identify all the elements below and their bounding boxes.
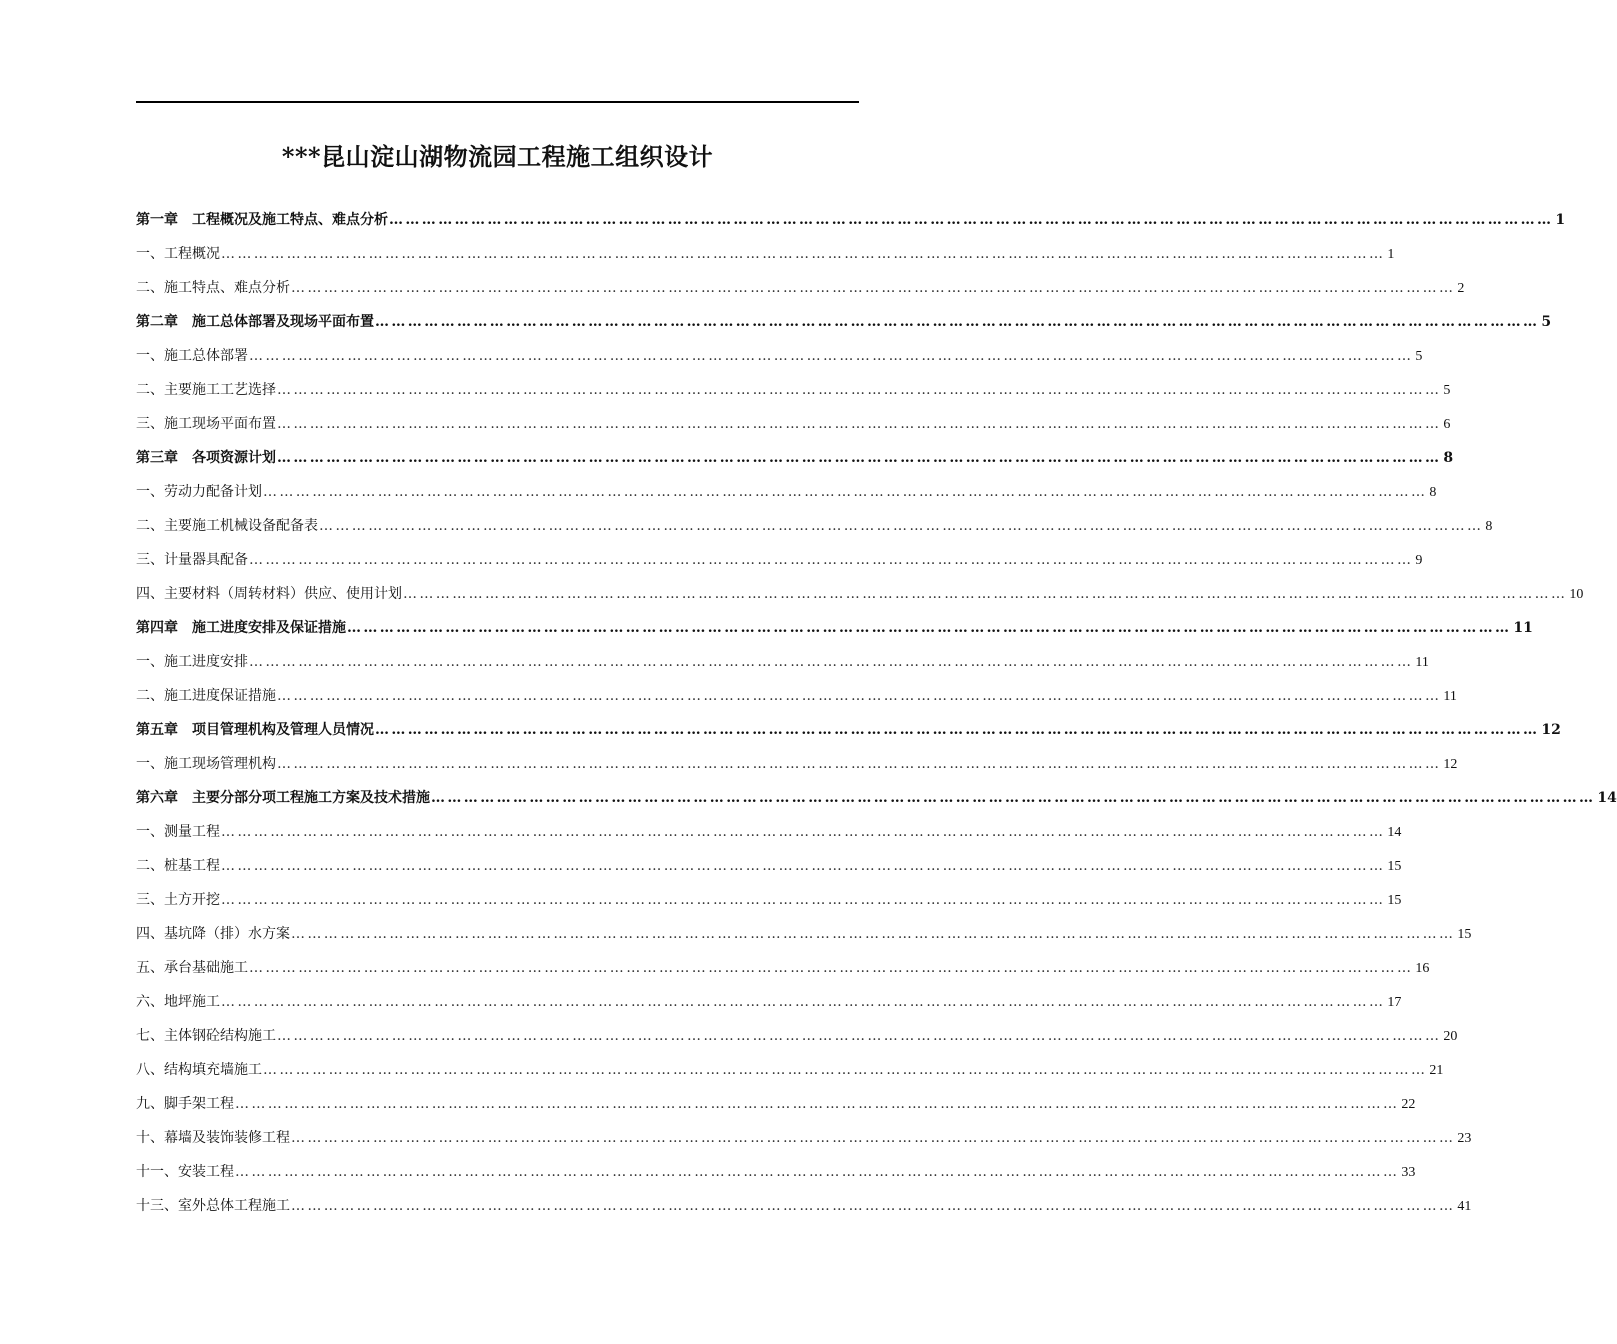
- toc-dot-leader: ……………………………………………………………………………………………………………………………………………………………………………………………: [263, 484, 1428, 500]
- toc-section-entry[interactable]: [136, 1019, 1458, 1053]
- toc-entry-title: 九、脚手架工程: [136, 1096, 234, 1112]
- toc-section-entry[interactable]: [136, 509, 1493, 543]
- toc-entry-title: 二、主要施工工艺选择: [136, 382, 276, 398]
- toc-page-number: 12: [1443, 757, 1458, 772]
- toc-section-entry[interactable]: [136, 271, 1465, 305]
- toc-page-number: 15: [1387, 893, 1402, 908]
- toc-chapter-entry[interactable]: [136, 713, 1561, 747]
- toc-entry-title: 七、主体钢砼结构施工: [136, 1028, 276, 1044]
- toc-page-number: 33: [1401, 1165, 1416, 1180]
- toc-dot-leader: ……………………………………………………………………………………………………………………………………………………………………………………………: [291, 280, 1456, 296]
- toc-section-entry[interactable]: [136, 237, 1395, 271]
- toc-page-number: 12: [1541, 722, 1561, 738]
- toc-entry-title: 第三章 各项资源计划: [136, 450, 276, 466]
- toc-page-number: 1: [1387, 247, 1395, 262]
- toc-dot-leader: ……………………………………………………………………………………………………………………………………………………………………………………………: [375, 314, 1540, 330]
- toc-page-number: 14: [1387, 825, 1402, 840]
- toc-page-number: 8: [1443, 450, 1454, 466]
- toc-page-number: 20: [1443, 1029, 1458, 1044]
- toc-dot-leader: ……………………………………………………………………………………………………………………………………………………………………………………………: [277, 688, 1442, 704]
- toc-section-entry[interactable]: [136, 917, 1472, 951]
- toc-entry-title: 第六章 主要分部分项工程施工方案及技术措施: [136, 790, 430, 806]
- toc-page-number: 5: [1415, 349, 1423, 364]
- toc-dot-leader: ……………………………………………………………………………………………………………………………………………………………………………………………: [319, 518, 1484, 534]
- toc-page-number: 9: [1415, 553, 1423, 568]
- toc-dot-leader: ……………………………………………………………………………………………………………………………………………………………………………………………: [277, 416, 1442, 432]
- toc-page-number: 14: [1597, 790, 1617, 806]
- toc-page-number: 11: [1513, 620, 1533, 636]
- toc-dot-leader: ……………………………………………………………………………………………………………………………………………………………………………………………: [249, 654, 1414, 670]
- toc-dot-leader: ……………………………………………………………………………………………………………………………………………………………………………………………: [277, 382, 1442, 398]
- toc-section-entry[interactable]: [136, 407, 1451, 441]
- toc-section-entry[interactable]: [136, 815, 1402, 849]
- toc-entry-title: 五、承台基础施工: [136, 960, 248, 976]
- toc-dot-leader: ……………………………………………………………………………………………………………………………………………………………………………………………: [249, 348, 1414, 364]
- toc-entry-title: 一、施工总体部署: [136, 348, 248, 364]
- toc-page-number: 21: [1429, 1063, 1444, 1078]
- toc-entry-title: 十一、安装工程: [136, 1164, 234, 1180]
- toc-entry-title: 六、地坪施工: [136, 994, 220, 1010]
- toc-dot-leader: ……………………………………………………………………………………………………………………………………………………………………………………………: [291, 926, 1456, 942]
- toc-entry-title: 第二章 施工总体部署及现场平面布置: [136, 314, 374, 330]
- toc-entry-title: 三、施工现场平面布置: [136, 416, 276, 432]
- toc-page-number: 1: [1555, 212, 1566, 228]
- table-of-contents: [136, 203, 1617, 1223]
- toc-page-number: 10: [1569, 587, 1584, 602]
- toc-dot-leader: ……………………………………………………………………………………………………………………………………………………………………………………………: [249, 960, 1414, 976]
- toc-section-entry[interactable]: [136, 747, 1458, 781]
- toc-page-number: 5: [1541, 314, 1552, 330]
- toc-dot-leader: ……………………………………………………………………………………………………………………………………………………………………………………………: [221, 892, 1386, 908]
- toc-page-number: 15: [1387, 859, 1402, 874]
- toc-dot-leader: ……………………………………………………………………………………………………………………………………………………………………………………………: [277, 1028, 1442, 1044]
- toc-dot-leader: ……………………………………………………………………………………………………………………………………………………………………………………………: [375, 722, 1540, 738]
- toc-dot-leader: ……………………………………………………………………………………………………………………………………………………………………………………………: [249, 552, 1414, 568]
- toc-section-entry[interactable]: [136, 1121, 1472, 1155]
- toc-section-entry[interactable]: [136, 883, 1402, 917]
- toc-page-number: 8: [1485, 519, 1493, 534]
- toc-section-entry[interactable]: [136, 645, 1429, 679]
- toc-page-number: 11: [1415, 655, 1429, 670]
- toc-section-entry[interactable]: [136, 951, 1430, 985]
- toc-page-number: 5: [1443, 383, 1451, 398]
- toc-dot-leader: ……………………………………………………………………………………………………………………………………………………………………………………………: [235, 1096, 1400, 1112]
- toc-page-number: 15: [1457, 927, 1472, 942]
- toc-entry-title: 一、施工现场管理机构: [136, 756, 276, 772]
- toc-section-entry[interactable]: [136, 373, 1451, 407]
- toc-section-entry[interactable]: [136, 475, 1437, 509]
- toc-dot-leader: ……………………………………………………………………………………………………………………………………………………………………………………………: [389, 212, 1554, 228]
- toc-section-entry[interactable]: [136, 543, 1423, 577]
- toc-dot-leader: ……………………………………………………………………………………………………………………………………………………………………………………………: [221, 994, 1386, 1010]
- toc-page-number: 41: [1457, 1199, 1472, 1214]
- toc-entry-title: 四、主要材料（周转材料）供应、使用计划: [136, 586, 402, 602]
- toc-dot-leader: ……………………………………………………………………………………………………………………………………………………………………………………………: [221, 246, 1386, 262]
- toc-chapter-entry[interactable]: [136, 441, 1454, 475]
- toc-section-entry[interactable]: [136, 339, 1423, 373]
- toc-entry-title: 第一章 工程概况及施工特点、难点分析: [136, 212, 388, 228]
- toc-entry-title: 三、计量器具配备: [136, 552, 248, 568]
- toc-section-entry[interactable]: [136, 985, 1402, 1019]
- toc-section-entry[interactable]: [136, 1087, 1416, 1121]
- toc-page-number: 22: [1401, 1097, 1416, 1112]
- toc-dot-leader: ……………………………………………………………………………………………………………………………………………………………………………………………: [403, 586, 1568, 602]
- toc-entry-title: 二、施工特点、难点分析: [136, 280, 290, 296]
- toc-entry-title: 第四章 施工进度安排及保证措施: [136, 620, 346, 636]
- toc-entry-title: 一、劳动力配备计划: [136, 484, 262, 500]
- toc-entry-title: 八、结构填充墙施工: [136, 1062, 262, 1078]
- toc-dot-leader: ……………………………………………………………………………………………………………………………………………………………………………………………: [221, 858, 1386, 874]
- toc-entry-title: 一、测量工程: [136, 824, 220, 840]
- document-title: ***昆山淀山湖物流园工程施工组织设计: [281, 142, 714, 172]
- toc-dot-leader: ……………………………………………………………………………………………………………………………………………………………………………………………: [263, 1062, 1428, 1078]
- toc-page-number: 6: [1443, 417, 1451, 432]
- toc-entry-title: 二、主要施工机械设备配备表: [136, 518, 318, 534]
- toc-section-entry[interactable]: [136, 1053, 1444, 1087]
- toc-dot-leader: ……………………………………………………………………………………………………………………………………………………………………………………………: [221, 824, 1386, 840]
- toc-section-entry[interactable]: [136, 679, 1457, 713]
- toc-section-entry[interactable]: [136, 1189, 1472, 1223]
- toc-entry-title: 四、基坑降（排）水方案: [136, 926, 290, 942]
- toc-entry-title: 二、桩基工程: [136, 858, 220, 874]
- toc-dot-leader: ……………………………………………………………………………………………………………………………………………………………………………………………: [291, 1130, 1456, 1146]
- toc-entry-title: 第五章 项目管理机构及管理人员情况: [136, 722, 374, 738]
- toc-section-entry[interactable]: [136, 849, 1402, 883]
- toc-entry-title: 十三、室外总体工程施工: [136, 1198, 290, 1214]
- toc-chapter-entry[interactable]: [136, 203, 1566, 237]
- toc-dot-leader: ……………………………………………………………………………………………………………………………………………………………………………………………: [277, 450, 1442, 466]
- toc-section-entry[interactable]: [136, 577, 1584, 611]
- header-rule: [136, 101, 859, 103]
- toc-entry-title: 二、施工进度保证措施: [136, 688, 276, 704]
- toc-chapter-entry[interactable]: [136, 781, 1617, 815]
- toc-page-number: 2: [1457, 281, 1465, 296]
- toc-page-number: 11: [1443, 689, 1457, 704]
- toc-chapter-entry[interactable]: [136, 305, 1552, 339]
- toc-dot-leader: ……………………………………………………………………………………………………………………………………………………………………………………………: [235, 1164, 1400, 1180]
- toc-entry-title: 三、土方开挖: [136, 892, 220, 908]
- toc-entry-title: 一、施工进度安排: [136, 654, 248, 670]
- toc-dot-leader: ……………………………………………………………………………………………………………………………………………………………………………………………: [347, 620, 1512, 636]
- toc-dot-leader: ……………………………………………………………………………………………………………………………………………………………………………………………: [277, 756, 1442, 772]
- toc-dot-leader: ……………………………………………………………………………………………………………………………………………………………………………………………: [431, 790, 1596, 806]
- toc-page-number: 8: [1429, 485, 1437, 500]
- toc-section-entry[interactable]: [136, 1155, 1416, 1189]
- toc-chapter-entry[interactable]: [136, 611, 1533, 645]
- toc-dot-leader: ……………………………………………………………………………………………………………………………………………………………………………………………: [291, 1198, 1456, 1214]
- toc-page-number: 17: [1387, 995, 1402, 1010]
- toc-page-number: 16: [1415, 961, 1430, 976]
- toc-entry-title: 十、幕墙及装饰装修工程: [136, 1130, 290, 1146]
- toc-entry-title: 一、工程概况: [136, 246, 220, 262]
- toc-page-number: 23: [1457, 1131, 1472, 1146]
